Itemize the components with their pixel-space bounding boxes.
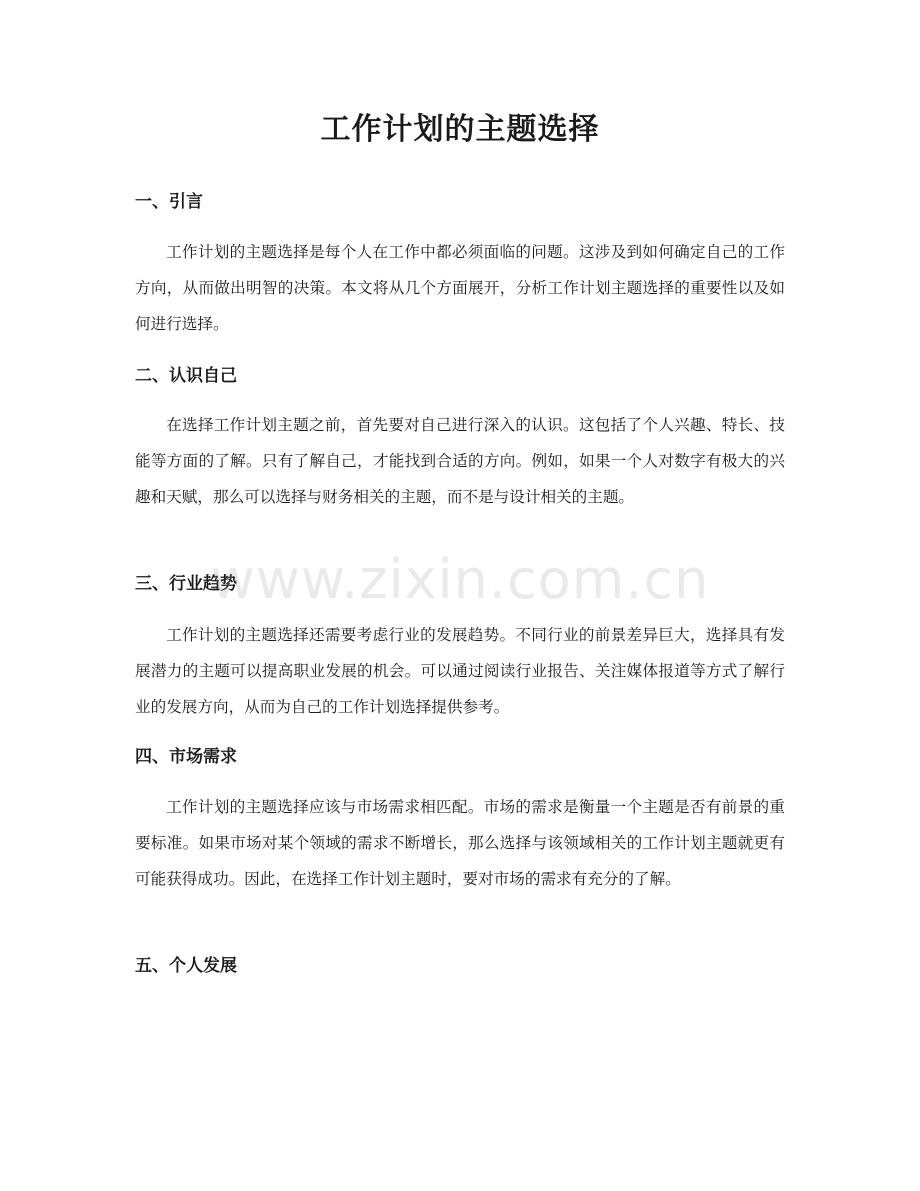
section-heading-industry-trends: 三、行业趋势 [135,574,237,594]
document-title: 工作计划的主题选择 [320,112,600,147]
section-heading-self-knowledge: 二、认识自己 [135,366,237,386]
section-heading-personal-development: 五、个人发展 [135,956,237,976]
section-heading-introduction: 一、引言 [135,192,203,212]
section-paragraph-industry-trends: 工作计划的主题选择还需要考虑行业的发展趋势。不同行业的前景差异巨大，选择具有发展潜力的主题可以提高职业发展的机会。可以通过阅读行业报告、关注媒体报道等方式了解行业的发展方向，从而为自己的工作计划选择提供参考。 [135,626,785,716]
section-heading-market-demand: 四、市场需求 [135,747,237,767]
section-paragraph-self-knowledge: 在选择工作计划主题之前，首先要对自己进行深入的认识。这包括了个人兴趣、特长、技能等方面的了解。只有了解自己，才能找到合适的方向。例如，如果一个人对数字有极大的兴趣和天赋，那么可以选择与财务相关的主题，而不是与设计相关的主题。 [135,416,785,506]
watermark: www.zixin.com.cn [210,548,710,611]
section-paragraph-market-demand: 工作计划的主题选择应该与市场需求相匹配。市场的需求是衡量一个主题是否有前景的重要标准。如果市场对某个领域的需求不断增长，那么选择与该领域相关的工作计划主题就更有可能获得成功。因此，在选择工作计划主题时，要对市场的需求有充分的了解。 [135,798,785,888]
section-paragraph-introduction: 工作计划的主题选择是每个人在工作中都必须面临的问题。这涉及到如何确定自己的工作方向，从而做出明智的决策。本文将从几个方面展开，分析工作计划主题选择的重要性以及如何进行选择。 [135,243,785,333]
